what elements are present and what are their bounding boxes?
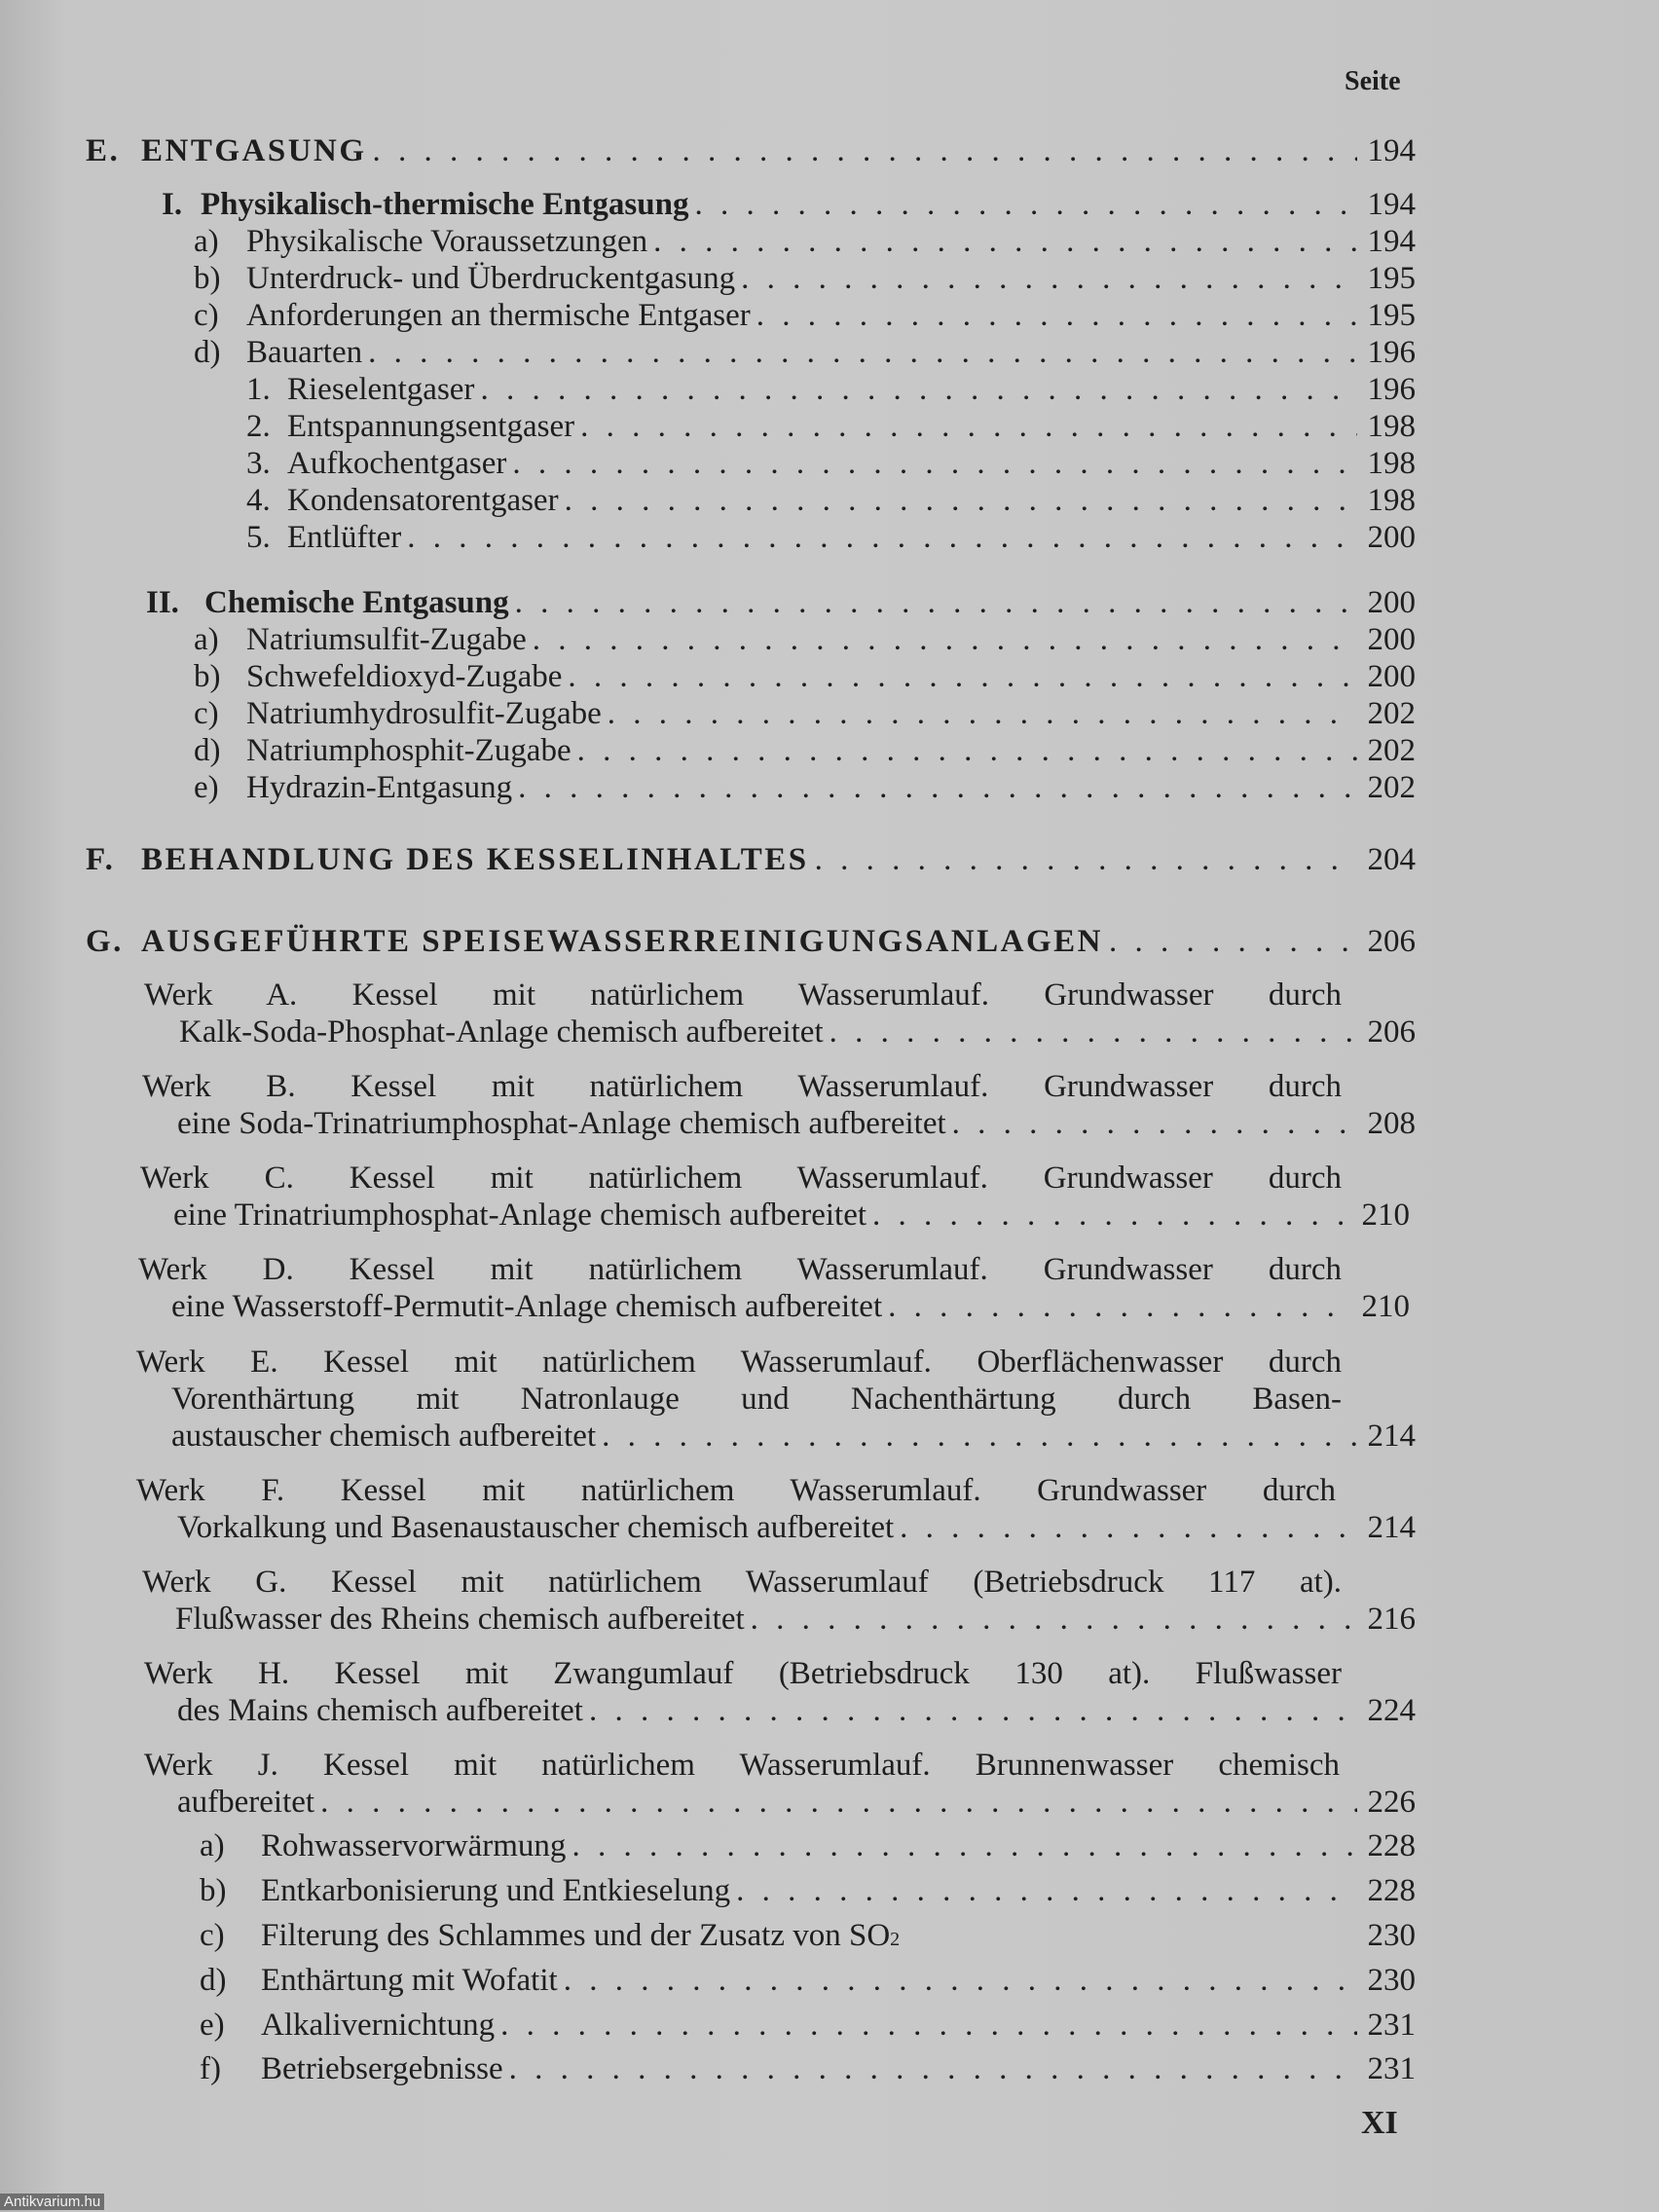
dot-leader — [608, 695, 1357, 732]
toc-marker: c) — [200, 1918, 225, 1953]
toc-page: 231 — [1367, 2008, 1416, 2043]
toc-entry-werk-j-d — [200, 1962, 1416, 1999]
dot-leader — [815, 841, 1357, 878]
toc-entry-e-1-d-4 — [246, 482, 1416, 519]
dot-leader — [1109, 923, 1357, 960]
toc-title: Aufkochentgaser — [287, 446, 507, 481]
dot-leader — [577, 732, 1357, 769]
toc-entry-e-2-c — [194, 695, 1416, 732]
dot-leader — [480, 371, 1357, 408]
toc-title: Entspannungsentgaser — [287, 409, 575, 444]
toc-marker: 4. — [246, 483, 271, 518]
toc-entry-e-1-d-3 — [246, 445, 1416, 482]
dot-leader — [368, 334, 1357, 371]
toc-marker: 1. — [246, 372, 271, 407]
toc-entry-e-1-d — [194, 334, 1416, 371]
toc-marker: d) — [194, 335, 221, 370]
toc-page: 210 — [1361, 1289, 1410, 1324]
toc-page: 195 — [1367, 261, 1416, 296]
toc-marker: f) — [200, 2051, 221, 2086]
toc-entry-werk-d — [171, 1288, 1410, 1325]
toc-marker: b) — [194, 659, 221, 694]
toc-page: 204 — [1367, 842, 1416, 877]
toc-page: 230 — [1367, 1918, 1416, 1953]
toc-entry-werk-j-f — [200, 2050, 1416, 2087]
toc-subsection-e-1 — [162, 186, 1416, 223]
toc-page: 202 — [1367, 696, 1416, 731]
toc-marker: 5. — [246, 520, 271, 555]
toc-entry-werk-j-e — [200, 2007, 1416, 2044]
toc-page: 196 — [1367, 372, 1416, 407]
werk-d-line-1: Werk D. Kessel mit natürlichem Wasserumlauf. Grundwasser durch — [138, 1252, 1342, 1287]
toc-entry-werk-h — [177, 1692, 1416, 1729]
toc-marker: 3. — [246, 446, 271, 481]
toc-page: 206 — [1367, 1014, 1416, 1050]
toc-title: Physikalische Voraussetzungen — [246, 224, 648, 259]
toc-page: 230 — [1367, 1963, 1416, 1998]
toc-entry-e-1-d-2 — [246, 408, 1416, 445]
toc-entry-e-1-c — [194, 297, 1416, 334]
werk-j-line-1: Werk J. Kessel mit natürlichem Wasserumlauf. Brunnenwasser chemisch — [144, 1748, 1340, 1783]
toc-title: Bauarten — [246, 335, 363, 370]
toc-entry-e-1-a — [194, 223, 1416, 260]
toc-entry-werk-j-b — [200, 1872, 1416, 1909]
toc-title: Unterdruck- und Überdruckentgasung — [246, 261, 736, 296]
toc-title: Filterung des Schlammes und der Zusatz von SO — [261, 1918, 891, 1953]
toc-page: 194 — [1367, 224, 1416, 259]
toc-page: 194 — [1367, 133, 1416, 168]
toc-entry-e-2-d — [194, 732, 1416, 769]
dot-leader — [952, 1105, 1357, 1142]
dot-leader — [653, 223, 1357, 260]
toc-marker: d) — [194, 733, 221, 768]
dot-leader — [741, 260, 1357, 297]
dot-leader — [373, 132, 1357, 169]
toc-title: Natriumsulfit-Zugabe — [246, 622, 527, 657]
toc-page: 231 — [1367, 2051, 1416, 2086]
toc-title: eine Soda-Trinatriumphosphat-Anlage chemisch aufbereitet — [177, 1106, 946, 1141]
toc-marker: a) — [200, 1828, 225, 1863]
dot-leader — [565, 482, 1357, 519]
toc-entry-e-2-a — [194, 621, 1416, 658]
toc-title: eine Wasserstoff-Permutit-Anlage chemisch aufbereitet — [171, 1289, 883, 1324]
dot-leader — [830, 1014, 1357, 1051]
toc-entry-werk-c — [173, 1197, 1410, 1234]
toc-marker: b) — [200, 1873, 227, 1908]
dot-leader — [518, 769, 1357, 806]
dot-leader — [736, 1872, 1357, 1909]
toc-page: 200 — [1367, 520, 1416, 555]
dot-leader — [602, 1418, 1357, 1455]
toc-title: Rohwasservorwärmung — [261, 1828, 567, 1863]
toc-marker: b) — [194, 261, 221, 296]
toc-title: Kalk-Soda-Phosphat-Anlage chemisch aufbereitet — [179, 1014, 824, 1050]
toc-page: 195 — [1367, 298, 1416, 333]
toc-page: 228 — [1367, 1873, 1416, 1908]
toc-entry-e-1-d-1 — [246, 371, 1416, 408]
dot-leader — [407, 519, 1357, 556]
watermark: Antikvarium.hu — [0, 2194, 104, 2210]
toc-entry-werk-a — [179, 1014, 1416, 1051]
toc-title: Entkarbonisierung und Entkieselung — [261, 1873, 731, 1908]
toc-marker: e) — [194, 770, 219, 805]
toc-marker: I. — [162, 187, 183, 222]
toc-title: Physikalisch-thermische Entgasung — [201, 187, 689, 222]
toc-page: 200 — [1367, 622, 1416, 657]
toc-entry-e-2-b — [194, 658, 1416, 695]
toc-marker: c) — [194, 696, 219, 731]
dot-leader — [571, 1827, 1357, 1864]
toc-page: 214 — [1367, 1419, 1416, 1454]
toc-section-e — [86, 132, 1416, 169]
toc-section-g — [86, 923, 1416, 960]
werk-f-line-1: Werk F. Kessel mit natürlichem Wasserumlauf. Grundwasser durch — [136, 1473, 1336, 1508]
werk-e-line-1: Werk E. Kessel mit natürlichem Wasserumlauf. Oberflächenwasser durch — [136, 1345, 1342, 1380]
toc-title: Natriumphosphit-Zugabe — [246, 733, 571, 768]
toc-title: AUSGEFÜHRTE SPEISEWASSERREINIGUNGSANLAGEN — [141, 924, 1103, 959]
toc-marker: G. — [86, 924, 124, 959]
toc-page: 200 — [1367, 585, 1416, 620]
dot-leader — [568, 658, 1357, 695]
toc-page: 202 — [1367, 770, 1416, 805]
werk-g-line-1: Werk G. Kessel mit natürlichem Wasserumlauf (Betriebsdruck 117 at). — [142, 1565, 1342, 1600]
toc-page: 200 — [1367, 659, 1416, 694]
toc-marker: 2. — [246, 409, 271, 444]
toc-title: BEHANDLUNG DES KESSELINHALTES — [141, 842, 809, 877]
toc-title: ENTGASUNG — [141, 133, 367, 168]
toc-title: Kondensatorentgaser — [287, 483, 559, 518]
werk-c-line-1: Werk C. Kessel mit natürlichem Wasserumlauf. Grundwasser durch — [140, 1161, 1342, 1196]
toc-entry-werk-e — [171, 1418, 1416, 1455]
werk-e-line-2: Vorenthärtung mit Natronlauge und Nachenthärtung durch Basen- — [171, 1382, 1342, 1417]
toc-marker: d) — [200, 1963, 227, 1998]
dot-leader — [694, 186, 1357, 223]
toc-title: Enthärtung mit Wofatit — [261, 1963, 558, 1998]
toc-page: 198 — [1367, 483, 1416, 518]
toc-title: eine Trinatriumphosphat-Anlage chemisch aufbereitet — [173, 1198, 867, 1233]
dot-leader — [512, 445, 1357, 482]
toc-title: Alkalivernichtung — [261, 2008, 496, 2043]
toc-page: 208 — [1367, 1106, 1416, 1141]
page-column-header: Seite — [1345, 66, 1401, 96]
toc-title: Rieselentgaser — [287, 372, 475, 407]
toc-title: Anforderungen an thermische Entgaser — [246, 298, 751, 333]
toc-title: des Mains chemisch aufbereitet — [177, 1693, 583, 1728]
toc-marker: II. — [146, 585, 179, 620]
dot-leader — [900, 1509, 1357, 1546]
werk-b-line-1: Werk B. Kessel mit natürlichem Wasserumlauf. Grundwasser durch — [142, 1069, 1342, 1104]
dot-leader — [756, 297, 1357, 334]
dot-leader — [589, 1692, 1357, 1729]
toc-title: Entlüfter — [287, 520, 402, 555]
toc-page: 216 — [1367, 1602, 1416, 1637]
toc-page: 224 — [1367, 1693, 1416, 1728]
toc-marker: a) — [194, 622, 219, 657]
toc-page: 206 — [1367, 924, 1416, 959]
toc-title: Betriebsergebnisse — [261, 2051, 503, 2086]
dot-leader — [515, 584, 1357, 621]
toc-entry-werk-f — [177, 1509, 1416, 1546]
toc-page: 198 — [1367, 446, 1416, 481]
toc-title: Hydrazin-Entgasung — [246, 770, 513, 805]
toc-title: austauscher chemisch aufbereitet — [171, 1419, 597, 1454]
dot-leader — [533, 621, 1357, 658]
dot-leader — [320, 1784, 1357, 1821]
toc-entry-werk-j — [177, 1784, 1416, 1821]
toc-page: 228 — [1367, 1828, 1416, 1863]
toc-title: aufbereitet — [177, 1785, 315, 1820]
toc-section-f — [86, 841, 1416, 878]
toc-title: Flußwasser des Rheins chemisch aufbereitet — [175, 1602, 745, 1637]
toc-entry-werk-j-a — [200, 1827, 1416, 1864]
toc-page: 202 — [1367, 733, 1416, 768]
toc-entry-werk-b — [177, 1105, 1416, 1142]
toc-entry-werk-g — [175, 1601, 1416, 1638]
toc-subsection-e-2 — [146, 584, 1416, 621]
toc-page: 214 — [1367, 1510, 1416, 1545]
toc-marker: E. — [86, 133, 121, 168]
dot-leader — [500, 2007, 1357, 2044]
toc-title: Vorkalkung und Basenaustauscher chemisch aufbereitet — [177, 1510, 895, 1545]
toc-entry-e-1-b — [194, 260, 1416, 297]
page-folio: XI — [1361, 2105, 1398, 2141]
toc-page: 198 — [1367, 409, 1416, 444]
toc-page: 210 — [1361, 1198, 1410, 1233]
toc-title: Chemische Entgasung — [204, 585, 509, 620]
toc-page: 194 — [1367, 187, 1416, 222]
toc-title: Natriumhydrosulfit-Zugabe — [246, 696, 602, 731]
dot-leader — [751, 1601, 1357, 1638]
dot-leader — [872, 1197, 1351, 1234]
toc-entry-e-2-e — [194, 769, 1416, 806]
toc-marker: F. — [86, 842, 116, 877]
dot-leader — [564, 1962, 1357, 1999]
toc-marker: e) — [200, 2008, 225, 2043]
toc-entry-werk-j-c: c) Filterung des Schlammes und der Zusatz von SO 2 230 — [200, 1918, 1416, 1953]
toc-page: 226 — [1367, 1785, 1416, 1820]
toc-marker: c) — [194, 298, 219, 333]
toc-page: 196 — [1367, 335, 1416, 370]
toc-marker: a) — [194, 224, 219, 259]
dot-leader — [509, 2050, 1357, 2087]
werk-a-line-1: Werk A. Kessel mit natürlichem Wasserumlauf. Grundwasser durch — [144, 977, 1342, 1013]
dot-leader — [888, 1288, 1351, 1325]
toc-title: Schwefeldioxyd-Zugabe — [246, 659, 563, 694]
dot-leader — [580, 408, 1357, 445]
werk-h-line-1: Werk H. Kessel mit Zwangumlauf (Betriebsdruck 130 at). Flußwasser — [144, 1656, 1342, 1691]
toc-entry-e-1-d-5 — [246, 519, 1416, 556]
